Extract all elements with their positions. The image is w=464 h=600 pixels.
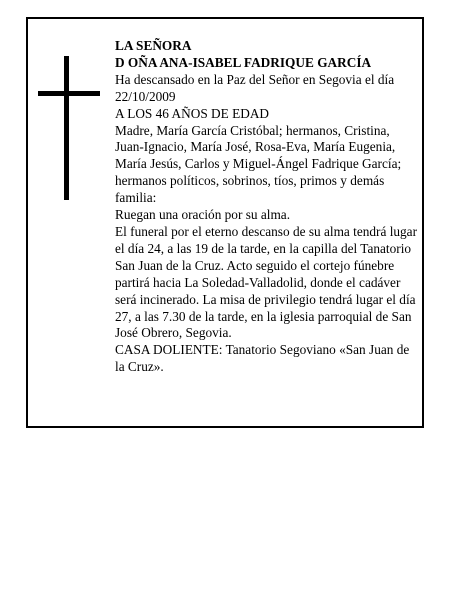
obituary-notice	[26, 17, 424, 428]
cross-vertical-bar	[64, 56, 69, 200]
prayer-request: Ruegan una oración por su alma.	[115, 207, 291, 223]
cross-horizontal-bar	[38, 91, 100, 96]
death-announcement: Ha descansado en la Paz del Señor en Segovia el día 22/10/2009	[115, 71, 395, 104]
notice-title: LA SEÑORA	[115, 38, 192, 53]
funeral-details: El funeral por el eterno descanso de su alma tendrá lugar el día 24, a las 19 de la tarde, en la capilla del Tanatorio San Juan de la Cruz. Acto seguido el cortejo fúnebre partirá hacia La Soledad-Valladolid, donde el cadáver será incinerado. La misa de privilegio tendrá lugar el día 27, a las 7.30 de la tarde, en la iglesia parroquial de San José Obrero, Segovia.	[115, 223, 418, 341]
notice-text	[115, 38, 420, 376]
family-list: Madre, María García Cristóbal; hermanos, Cristina, Juan-Ignacio, María José, Rosa-Eva, María Eugenia, María Jesús, Carlos y Miguel-Ángel Fadrique García; hermanos políticos, sobrinos, tíos, primos y demás familia:	[115, 122, 402, 206]
mourning-house: CASA DOLIENTE: Tanatorio Segoviano «San Juan de la Cruz».	[115, 342, 410, 375]
deceased-name: D OÑA ANA-ISABEL FADRIQUE GARCÍA	[115, 54, 372, 70]
age-line: A LOS 46 AÑOS DE EDAD	[115, 105, 270, 121]
cross-icon	[38, 56, 100, 200]
